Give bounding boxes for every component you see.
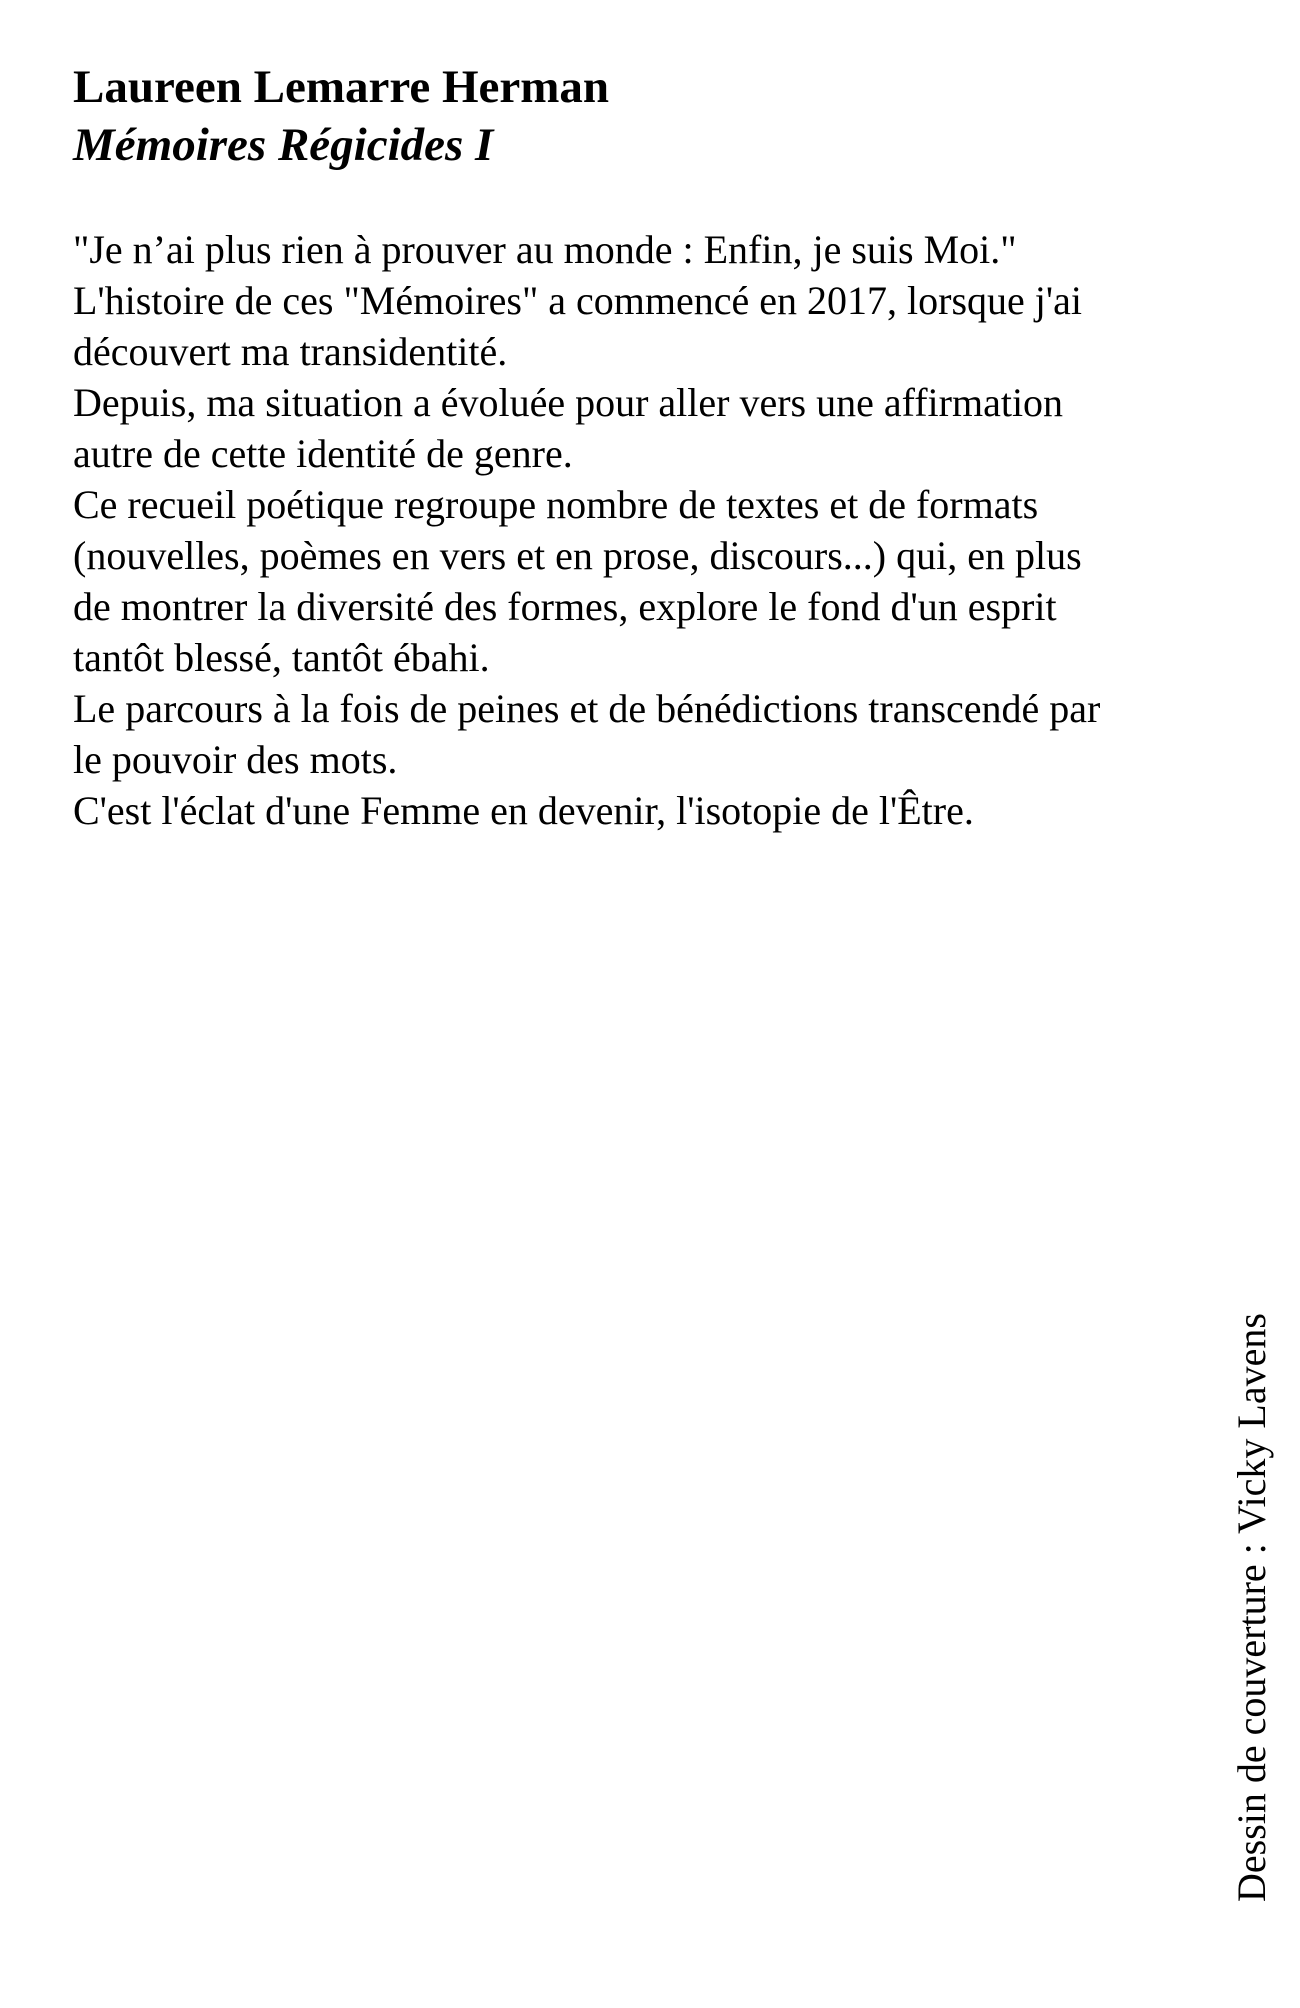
blurb-line: autre de cette identité de genre.: [73, 431, 573, 476]
back-cover-blurb: [73, 224, 1273, 836]
author-name: Laureen Lemarre Herman: [73, 61, 610, 113]
blurb-line: "Je n’ai plus rien à prouver au monde : Enfin, je suis Moi.": [73, 227, 1017, 272]
book-title: Mémoires Régicides I: [73, 119, 494, 171]
blurb-line: tantôt blessé, tantôt ébahi.: [73, 635, 490, 680]
blurb-line: le pouvoir des mots.: [73, 737, 398, 782]
blurb-line: Ce recueil poétique regroupe nombre de textes et de formats: [73, 482, 1039, 527]
blurb-line: Depuis, ma situation a évoluée pour aller vers une affirmation: [73, 380, 1064, 425]
cover-art-credit: Dessin de couverture : Vicky Lavens: [1229, 1313, 1274, 1902]
blurb-line: L'histoire de ces "Mémoires" a commencé en 2017, lorsque j'ai: [73, 278, 1082, 323]
blurb-line: (nouvelles, poèmes en vers et en prose, discours...) qui, en plus: [73, 533, 1082, 578]
cover-header: [73, 58, 1253, 174]
blurb-line: C'est l'éclat d'une Femme en devenir, l'isotopie de l'Être.: [73, 788, 974, 833]
blurb-line: découvert ma transidentité.: [73, 329, 508, 374]
blurb-line: Le parcours à la fois de peines et de bénédictions transcendé par: [73, 686, 1101, 731]
blurb-line: de montrer la diversité des formes, explore le fond d'un esprit: [73, 584, 1057, 629]
